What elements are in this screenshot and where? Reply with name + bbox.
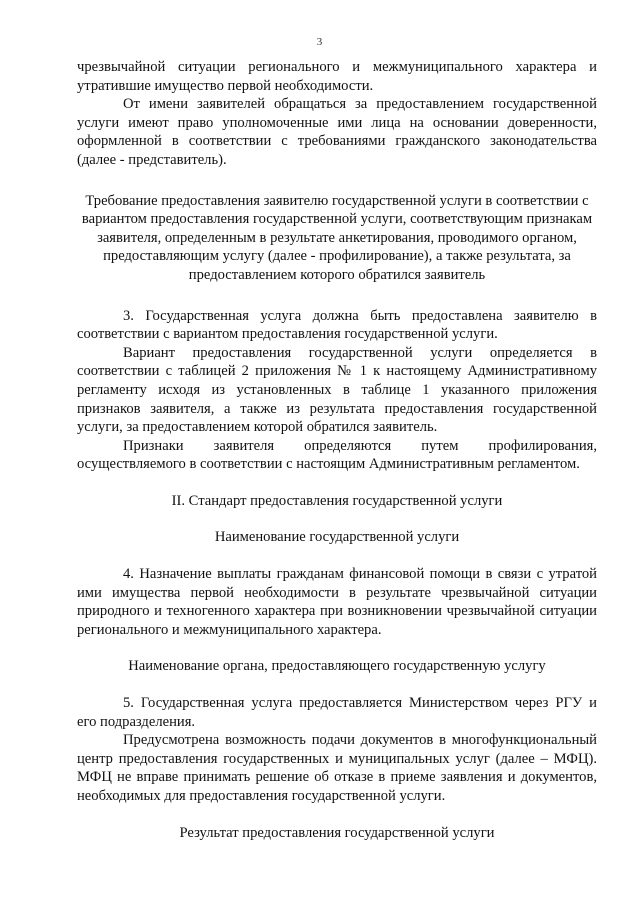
- paragraph-representative: От имени заявителей обращаться за предоставлением государственной услуги имеют право уполномоченные ими лица на основании доверенности, оформленной в соответствии с требованиями гражданского законодательства (далее - представитель).: [77, 96, 597, 168]
- heading-section-2: II. Стандарт предоставления государственной услуги: [171, 492, 503, 509]
- paragraph-3-variant: Вариант предоставления государственной услуги определяется в соответствии с таблицей 2 приложения № 1 к настоящему Административному регламенту исходя из установленных в таблице 1 указанного приложения признаков заявителя, а также из результата предоставления государственной услуги, за предоставлением которой обратился заявитель.: [77, 344, 597, 436]
- paragraph-5-mfc: Предусмотрена возможность подачи документов в многофункциональный центр предоставления государственных и муниципальных услуг (далее – МФЦ). МФЦ не вправе принимать решение об отказе в приеме заявления и документов, необходимых для предоставления государственной услуги.: [77, 732, 597, 804]
- heading-result: Результат предоставления государственной услуги: [179, 824, 495, 841]
- heading-service-name: Наименование государственной услуги: [214, 529, 460, 546]
- paragraph-3: 3. Государственная услуга должна быть предоставлена заявителю в соответствии с вариантом предоставления государственной услуги.: [77, 307, 597, 343]
- heading-organ: Наименование органа, предоставляющего государственную услугу: [128, 658, 546, 675]
- page-number: 3: [316, 36, 323, 48]
- paragraph-4: 4. Назначение выплаты гражданам финансовой помощи в связи с утратой ими имущества первой необходимости в результате чрезвычайной ситуации природного и техногенного характера при возникновении чрезвычайной ситуации регионального и межмуниципального характера.: [77, 566, 597, 638]
- paragraph-continuation: чрезвычайной ситуации регионального и межмуниципального характера и утратившие имущество первой необходимости.: [77, 59, 597, 94]
- heading-requirement: Требование предоставления заявителю государственной услуги в соответствии с вариантом предоставления государственной услуги, соответствующим признакам заявителя, определенным в результате анкетирования, проводимого органом, предоставляющим услугу (далее - профилирование), а также результата, за предоставлением которого обратился заявитель: [81, 192, 593, 283]
- paragraph-3-signs: Признаки заявителя определяются путем профилирования, осуществляемого в соответствии с настоящим Административным регламентом.: [77, 437, 597, 473]
- paragraph-5: 5. Государственная услуга предоставляется Министерством через РГУ и его подразделения.: [77, 695, 597, 730]
- document-body: [77, 58, 597, 842]
